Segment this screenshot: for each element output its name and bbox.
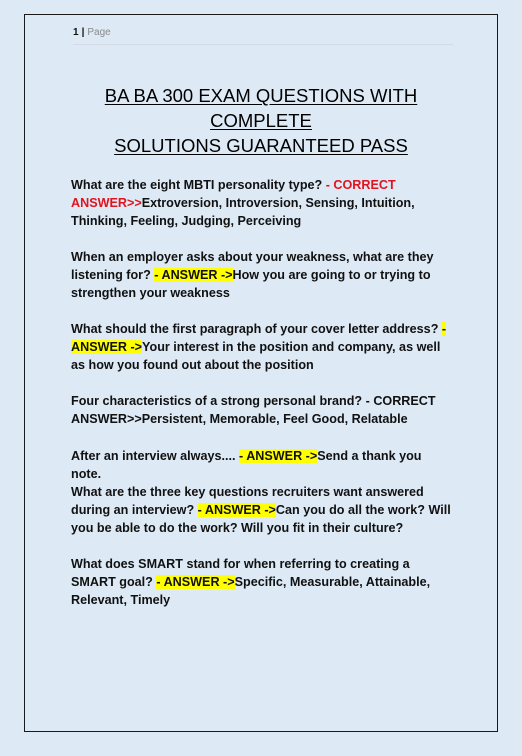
qa-item	[71, 483, 455, 537]
question-text: What are the three key questions recruiters want answered during an interview?	[71, 485, 424, 517]
answer-marker: - ANSWER ->	[156, 575, 235, 589]
question-text: After an interview always....	[71, 449, 239, 463]
page-label: Page	[87, 27, 111, 38]
document-page	[24, 14, 498, 732]
title-line-1: BA BA 300 EXAM QUESTIONS WITH COMPLETE	[104, 85, 418, 131]
answer-text: Extroversion, Introversion, Sensing, Intuition, Thinking, Feeling, Judging, Perceiving	[71, 196, 415, 228]
answer-text: Persistent, Memorable, Feel Good, Relatable	[141, 412, 408, 426]
page-header	[73, 27, 453, 45]
correct-answer-marker: - CORRECT ANSWER>>	[71, 178, 396, 210]
page-number: 1	[73, 27, 79, 38]
answer-text: Can you do all the work? Will you be able to do the work? Will you fit in their culture?	[71, 503, 451, 535]
question-text: What are the eight MBTI personality type?	[71, 178, 326, 192]
question-text: Four characteristics of a strong personal brand?	[71, 394, 366, 408]
answer-marker: - ANSWER ->	[238, 449, 318, 463]
qa-item	[71, 392, 455, 428]
qa-item	[71, 176, 455, 230]
qa-item	[71, 555, 455, 609]
answer-text: Send a thank you note.	[71, 449, 422, 481]
correct-answer-marker: - CORRECT ANSWER>>	[71, 394, 436, 426]
question-text: When an employer asks about your weakness, what are they listening for?	[71, 250, 434, 282]
qa-item	[71, 320, 455, 374]
header-separator: |	[81, 27, 85, 38]
answer-marker: - ANSWER ->	[197, 503, 276, 517]
qa-item	[71, 248, 455, 302]
qa-item	[71, 447, 455, 483]
title-line-2: SOLUTIONS GUARANTEED PASS	[114, 135, 408, 156]
answer-text: How you are going to or trying to strengthen your weakness	[71, 268, 431, 300]
answer-marker: - ANSWER ->	[71, 322, 447, 354]
question-text: What does SMART stand for when referring to creating a SMART goal?	[71, 557, 410, 589]
question-text: What should the first paragraph of your cover letter address?	[71, 322, 442, 336]
answer-text: Your interest in the position and company, as well as how you found out about the position	[71, 340, 441, 372]
answer-text: Specific, Measurable, Attainable, Relevant, Timely	[71, 575, 431, 607]
document-title	[61, 83, 461, 158]
answer-marker: - ANSWER ->	[154, 268, 233, 282]
